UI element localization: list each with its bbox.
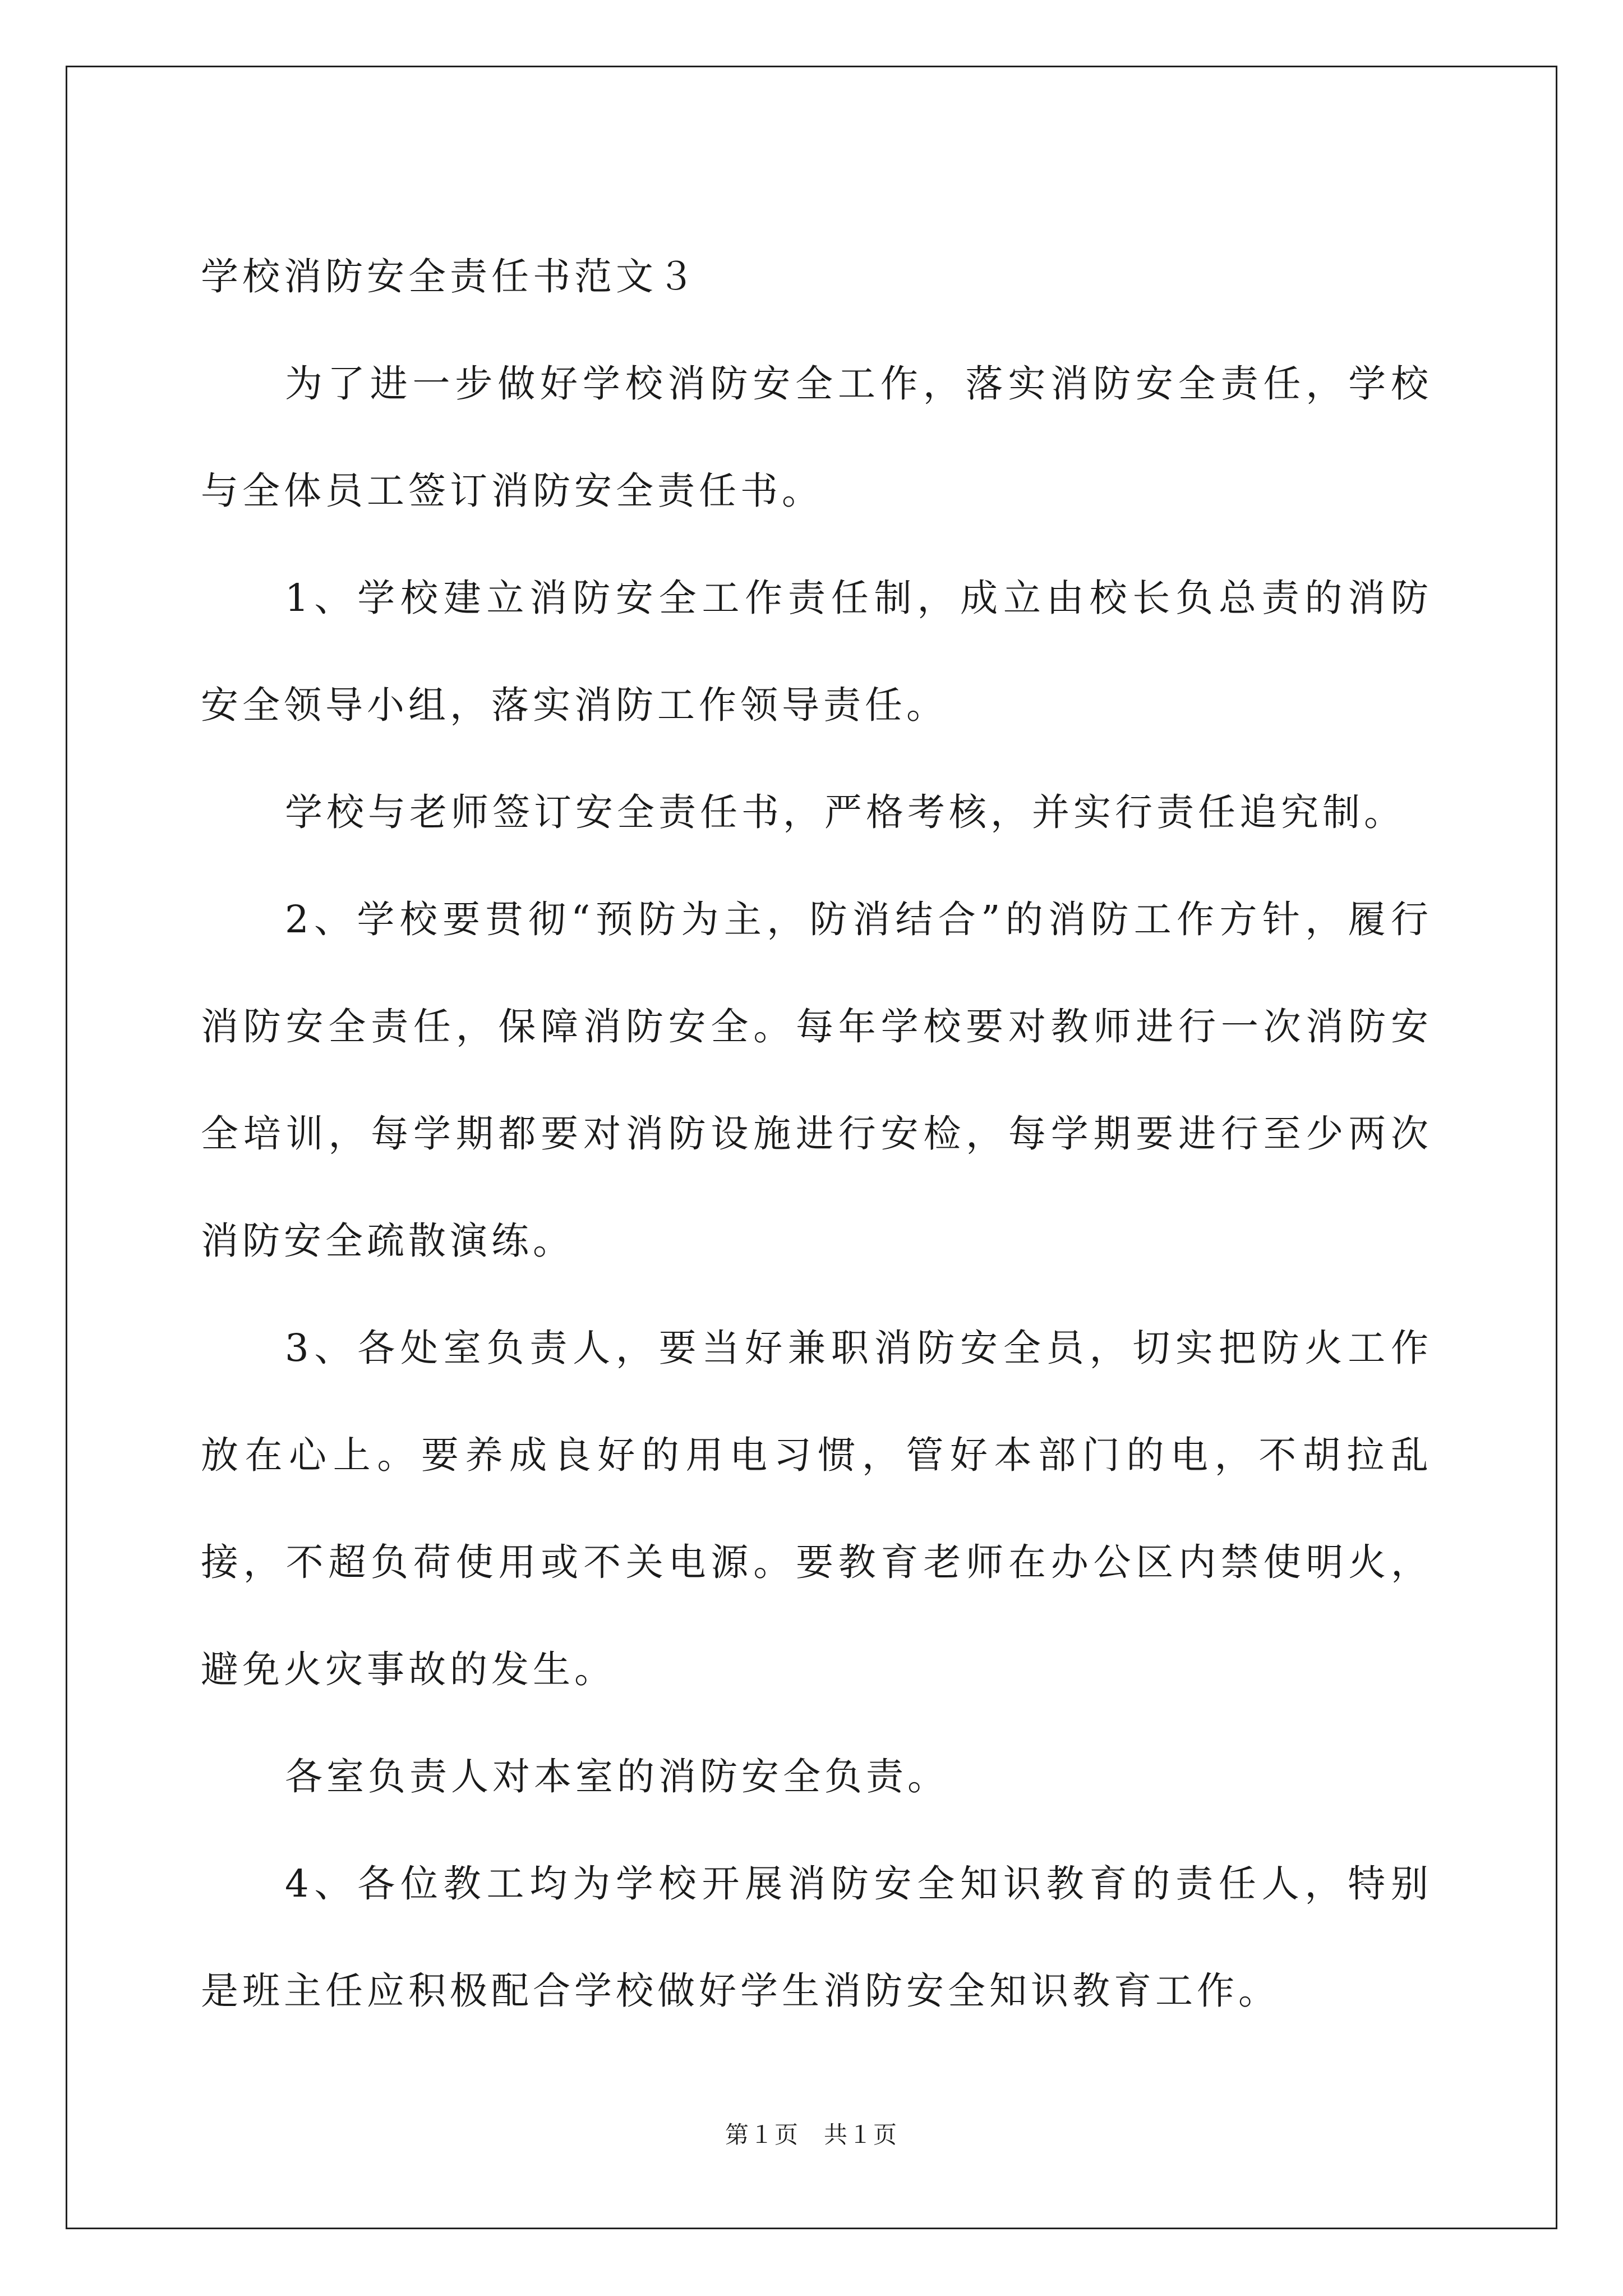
paragraph-intro: 为了进一步做好学校消防安全工作，落实消防安全责任，学校与全体员工签订消防安全责任书。 [201,362,1432,513]
paragraph-item-1: 1、学校建立消防安全工作责任制，成立由校长负总责的消防安全领导小组，落实消防工作领导责任。 [201,576,1432,727]
page-number-footer: 第１页 共１页 [725,2121,898,2148]
paragraph-item-4: 4、各位教工均为学校开展消防安全知识教育的责任人，特别是班主任应积极配合学校做好学生消防安全知识教育工作。 [201,1862,1432,2013]
document-title: 学校消防安全责任书范文３ [201,255,699,298]
paragraph-item-3: 3、各处室负责人，要当好兼职消防安全员，切实把防火工作放在心上。要养成良好的用电习惯，管好本部门的电，不胡拉乱接，不超负荷使用或不关电源。要教育老师在办公区内禁使明火，避免火灾事故的发生。 [201,1326,1432,1691]
paragraph-item-1-detail: 学校与老师签订安全责任书，严格考核，并实行责任追究制。 [285,790,1405,834]
document-body [201,223,1432,2045]
paragraph-item-3-detail: 各室负责人对本室的消防安全负责。 [285,1755,949,1798]
paragraph-item-2: 2、学校要贯彻“预防为主，防消结合”的消防工作方针，履行消防安全责任，保障消防安全。每年学校要对教师进行一次消防安全培训，每学期都要对消防设施进行安检，每学期要进行至少两次消防安全疏散演练。 [201,898,1432,1263]
